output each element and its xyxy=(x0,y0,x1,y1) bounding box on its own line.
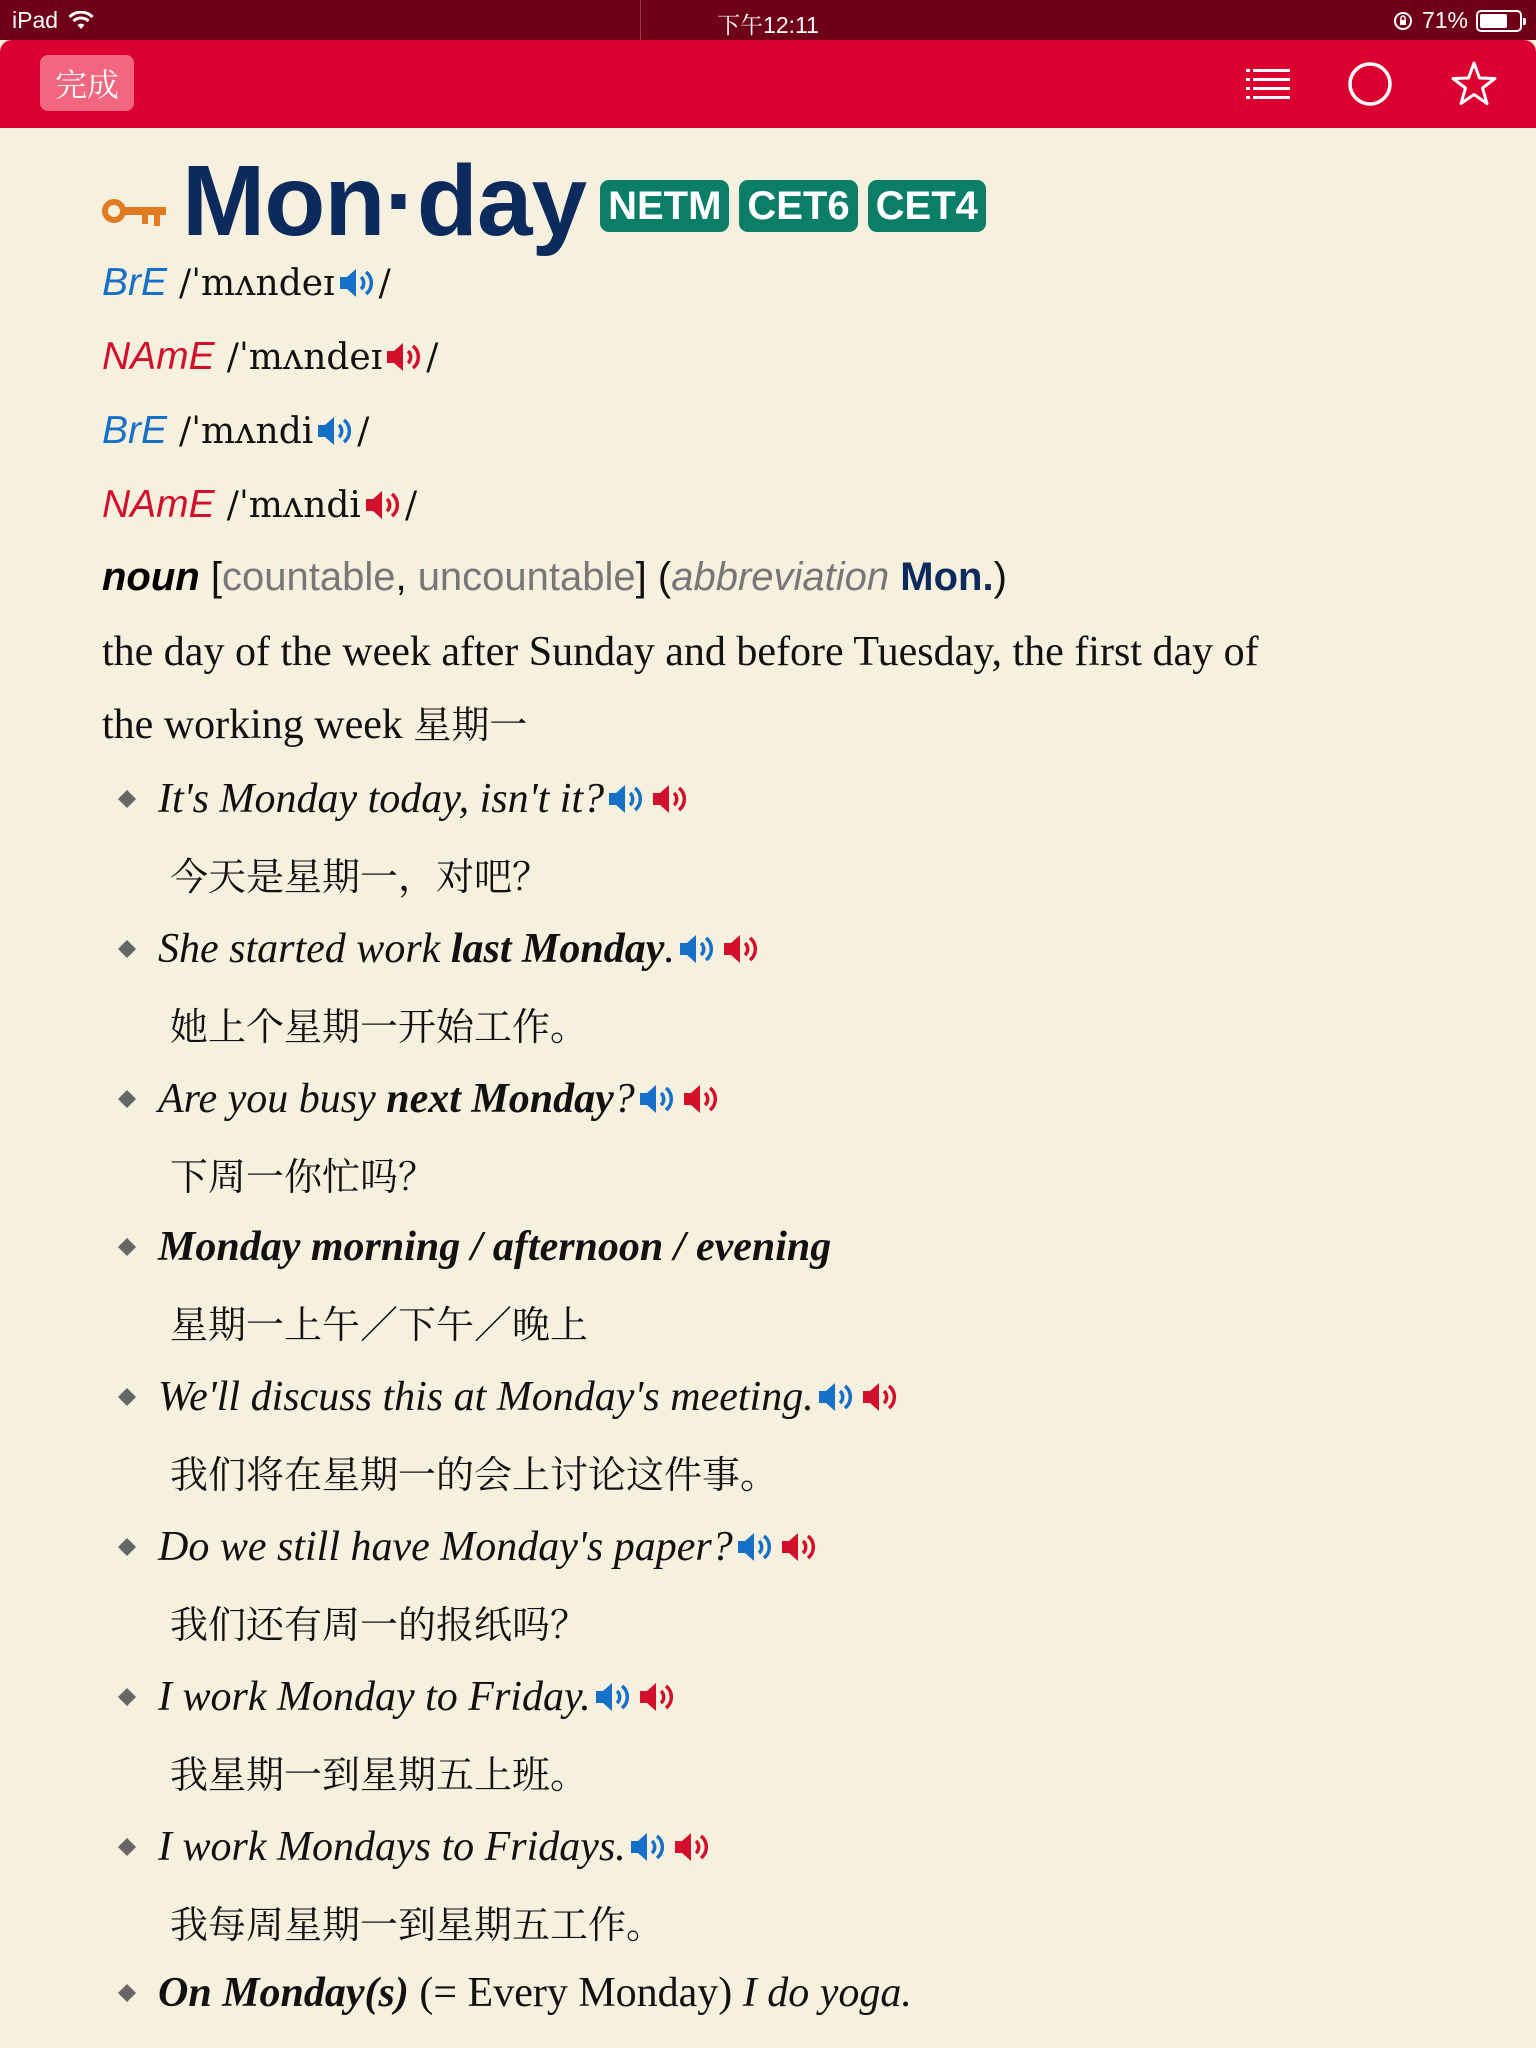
example-text: Are you busy xyxy=(158,1076,387,1122)
definition-en: the working week xyxy=(102,702,403,748)
pronunciation-row: BrE / ˈmʌndeɪ / xyxy=(102,261,391,304)
example-sentence xyxy=(116,1064,723,1134)
speaker-red-icon[interactable] xyxy=(363,487,403,523)
example-translation: 她上个星期一开始工作。 xyxy=(170,1004,589,1049)
example-translation: 我们还有周一的报纸吗？ xyxy=(170,1602,589,1647)
example-text: I work Monday to Friday. xyxy=(158,1674,591,1720)
list-icon[interactable] xyxy=(1244,60,1292,108)
example-translation: 我们将在星期一的会上讨论这件事。 xyxy=(170,1452,779,1497)
diamond-bullet-icon xyxy=(116,788,138,810)
speaker-blue-icon[interactable] xyxy=(593,1679,633,1715)
dialect-label: BrE xyxy=(102,261,168,304)
example-text: I work Mondays to Fridays. xyxy=(158,1824,626,1870)
done-button[interactable]: 完成 xyxy=(40,55,134,111)
pronunciation-row: BrE / ˈmʌndi / xyxy=(102,409,370,452)
example-text: She started work xyxy=(158,926,451,972)
example-collocation: On Monday(s) xyxy=(158,1970,409,2016)
speaker-red-icon[interactable] xyxy=(681,1081,721,1117)
abbreviation-label: abbreviation xyxy=(671,554,890,599)
speaker-red-icon[interactable] xyxy=(384,339,424,375)
orientation-lock-icon xyxy=(1392,10,1414,32)
example-sentence xyxy=(116,1212,831,1282)
diamond-bullet-icon xyxy=(116,1536,138,1558)
example-sentence xyxy=(116,1958,912,2028)
example-text: I do yoga. xyxy=(742,1970,912,2016)
example-text: ? xyxy=(613,1076,635,1122)
speaker-blue-icon[interactable] xyxy=(337,265,377,301)
speaker-red-icon[interactable] xyxy=(779,1529,819,1565)
grammar-label: countable xyxy=(221,554,396,599)
ipa-text: ˈmʌndi xyxy=(191,410,314,452)
speaker-blue-icon[interactable] xyxy=(677,931,717,967)
example-sentence xyxy=(116,764,692,834)
status-bar xyxy=(0,0,1536,40)
definition xyxy=(102,616,1402,762)
example-sentence xyxy=(116,1512,821,1582)
headword-row xyxy=(102,146,986,256)
speaker-red-icon[interactable] xyxy=(860,1379,900,1415)
example-text: It's Monday today, isn't it? xyxy=(158,776,605,822)
abbreviation: Mon. xyxy=(900,554,994,599)
speaker-red-icon[interactable] xyxy=(637,1679,677,1715)
example-collocation: Monday morning / afternoon / evening xyxy=(158,1224,832,1270)
example-sentence xyxy=(116,1362,902,1432)
part-of-speech: noun xyxy=(102,554,200,599)
dialect-label: BrE xyxy=(102,409,168,452)
badge-cet4: CET4 xyxy=(868,180,986,232)
speaker-red-icon[interactable] xyxy=(650,781,690,817)
badge-netm: NETM xyxy=(600,180,729,232)
ipa-text: ˈmʌndi xyxy=(238,484,361,526)
nav-bar xyxy=(0,40,1536,128)
example-translation: 我每周星期一到星期五工作。 xyxy=(170,1902,665,1947)
diamond-bullet-icon xyxy=(116,1836,138,1858)
diamond-bullet-icon xyxy=(116,1686,138,1708)
example-sentence xyxy=(116,1662,679,1732)
example-text: . xyxy=(664,926,675,972)
diamond-bullet-icon xyxy=(116,938,138,960)
headword: Mon·day xyxy=(182,145,587,257)
dialect-label: NAmE xyxy=(102,483,215,526)
definition-en: the day of the week after Sunday and before Tuesday, the first day of xyxy=(102,629,1259,675)
battery-icon xyxy=(1476,10,1522,32)
speaker-blue-icon[interactable] xyxy=(735,1529,775,1565)
star-icon[interactable] xyxy=(1450,60,1498,108)
example-text: Do we still have Monday's paper? xyxy=(158,1524,733,1570)
battery-fill xyxy=(1480,14,1507,28)
level-badges xyxy=(600,180,986,232)
example-collocation: last Monday xyxy=(450,926,665,972)
speaker-blue-icon[interactable] xyxy=(315,413,355,449)
example-sentence xyxy=(116,1812,714,1882)
badge-cet6: CET6 xyxy=(739,180,857,232)
speaker-blue-icon[interactable] xyxy=(606,781,646,817)
ipa-text: ˈmʌndeɪ xyxy=(238,336,383,378)
battery-percent: 71% xyxy=(1421,7,1468,33)
example-translation: 我星期一到星期五上班。 xyxy=(170,1752,589,1797)
part-of-speech-row: noun [ countable , uncountable ] ( abbreviation Mon. ) xyxy=(102,554,1007,599)
pronunciation-row: NAmE / ˈmʌndeɪ / xyxy=(102,335,439,378)
pronunciation-row: NAmE / ˈmʌndi / xyxy=(102,483,418,526)
key-icon xyxy=(102,194,166,228)
example-text: We'll discuss this at Monday's meeting. xyxy=(158,1374,814,1420)
speaker-blue-icon[interactable] xyxy=(816,1379,856,1415)
definition-zh: 星期一 xyxy=(413,703,528,747)
device-name: iPad xyxy=(12,7,59,33)
example-sentence xyxy=(116,914,763,984)
circle-icon[interactable] xyxy=(1346,60,1394,108)
ipa-text: ˈmʌndeɪ xyxy=(191,262,335,304)
diamond-bullet-icon xyxy=(116,1236,138,1258)
clock: 下午12:11 xyxy=(717,12,819,38)
speaker-blue-icon[interactable] xyxy=(637,1081,677,1117)
speaker-red-icon[interactable] xyxy=(672,1829,712,1865)
speaker-blue-icon[interactable] xyxy=(628,1829,668,1865)
example-gloss: (= Every Monday) xyxy=(408,1970,743,2016)
dialect-label: NAmE xyxy=(102,335,215,378)
example-translation: 下周一你忙吗？ xyxy=(170,1154,437,1199)
diamond-bullet-icon xyxy=(116,1386,138,1408)
example-collocation: next Monday xyxy=(386,1076,614,1122)
speaker-red-icon[interactable] xyxy=(721,931,761,967)
example-translation: 今天是星期一，对吧？ xyxy=(170,854,551,899)
diamond-bullet-icon xyxy=(116,1088,138,1110)
diamond-bullet-icon xyxy=(116,1982,138,2004)
example-translation: 星期一上午／下午／晚上 xyxy=(170,1302,589,1347)
grammar-label: uncountable xyxy=(417,554,636,599)
